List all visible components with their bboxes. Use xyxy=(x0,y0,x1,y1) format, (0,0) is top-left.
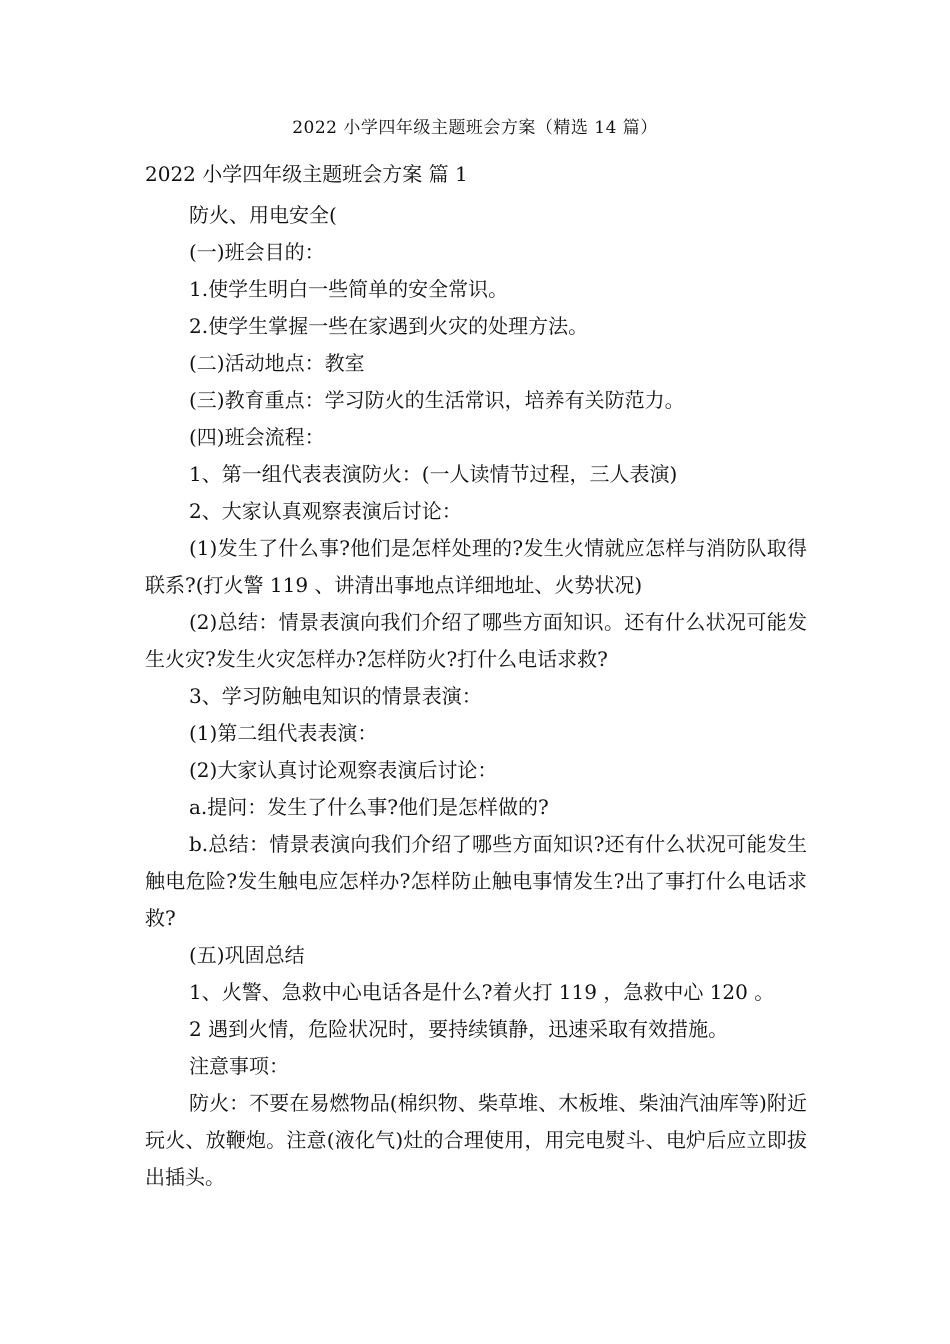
document-title: 2022 小学四年级主题班会方案（精选 14 篇） xyxy=(292,118,658,138)
document-body xyxy=(145,197,807,1196)
section-heading: 2022 小学四年级主题班会方案 篇 1 xyxy=(145,162,468,186)
paragraph: 3、学习防触电知识的情景表演： xyxy=(189,684,482,708)
paragraph: 2.使学生掌握一些在家遇到火灾的处理方法。 xyxy=(189,314,589,338)
paragraph: 注意事项： xyxy=(189,1054,289,1078)
paragraph: 1、火警、急救中心电话各是什么?着火打 119 ，急救中心 120 。 xyxy=(189,980,775,1004)
paragraph: (2)总结：情景表演向我们介绍了哪些方面知识。还有什么状况可能发生火灾?发生火灾怎样办?怎样防火?打什么电话求救? xyxy=(145,610,807,671)
paragraph: (1)第二组代表表演： xyxy=(189,721,378,745)
paragraph: 1、第一组代表表演防火：(一人读情节过程，三人表演) xyxy=(189,462,678,486)
paragraph: (2)大家认真讨论观察表演后讨论： xyxy=(189,758,498,782)
paragraph: (五)巩固总结 xyxy=(189,943,305,967)
paragraph: 防火：不要在易燃物品(棉织物、柴草堆、木板堆、柴油汽油库等)附近玩火、放鞭炮。注意(液化气)灶的合理使用，用完电熨斗、电炉后应立即拔出插头。 xyxy=(145,1091,807,1189)
paragraph: b.总结：情景表演向我们介绍了哪些方面知识?还有什么状况可能发生触电危险?发生触电应怎样办?怎样防止触电事情发生?出了事打什么电话求救? xyxy=(145,832,807,930)
paragraph: (四)班会流程： xyxy=(189,425,325,449)
paragraph: (三)教育重点：学习防火的生活常识，培养有关防范力。 xyxy=(189,388,685,412)
paragraph: 2、大家认真观察表演后讨论： xyxy=(189,499,462,523)
paragraph: (二)活动地点：教室 xyxy=(189,351,365,375)
paragraph: (一)班会目的： xyxy=(189,240,325,264)
paragraph: 防火、用电安全( xyxy=(189,203,337,227)
paragraph: 1.使学生明白一些简单的安全常识。 xyxy=(189,277,509,301)
paragraph: a.提问：发生了什么事?他们是怎样做的? xyxy=(189,795,549,819)
paragraph: 2 遇到火情，危险状况时，要持续镇静，迅速采取有效措施。 xyxy=(189,1017,729,1041)
paragraph: (1)发生了什么事?他们是怎样处理的?发生火情就应怎样与消防队取得联系?(打火警 119 、讲清出事地点详细地址、火势状况) xyxy=(145,536,807,597)
